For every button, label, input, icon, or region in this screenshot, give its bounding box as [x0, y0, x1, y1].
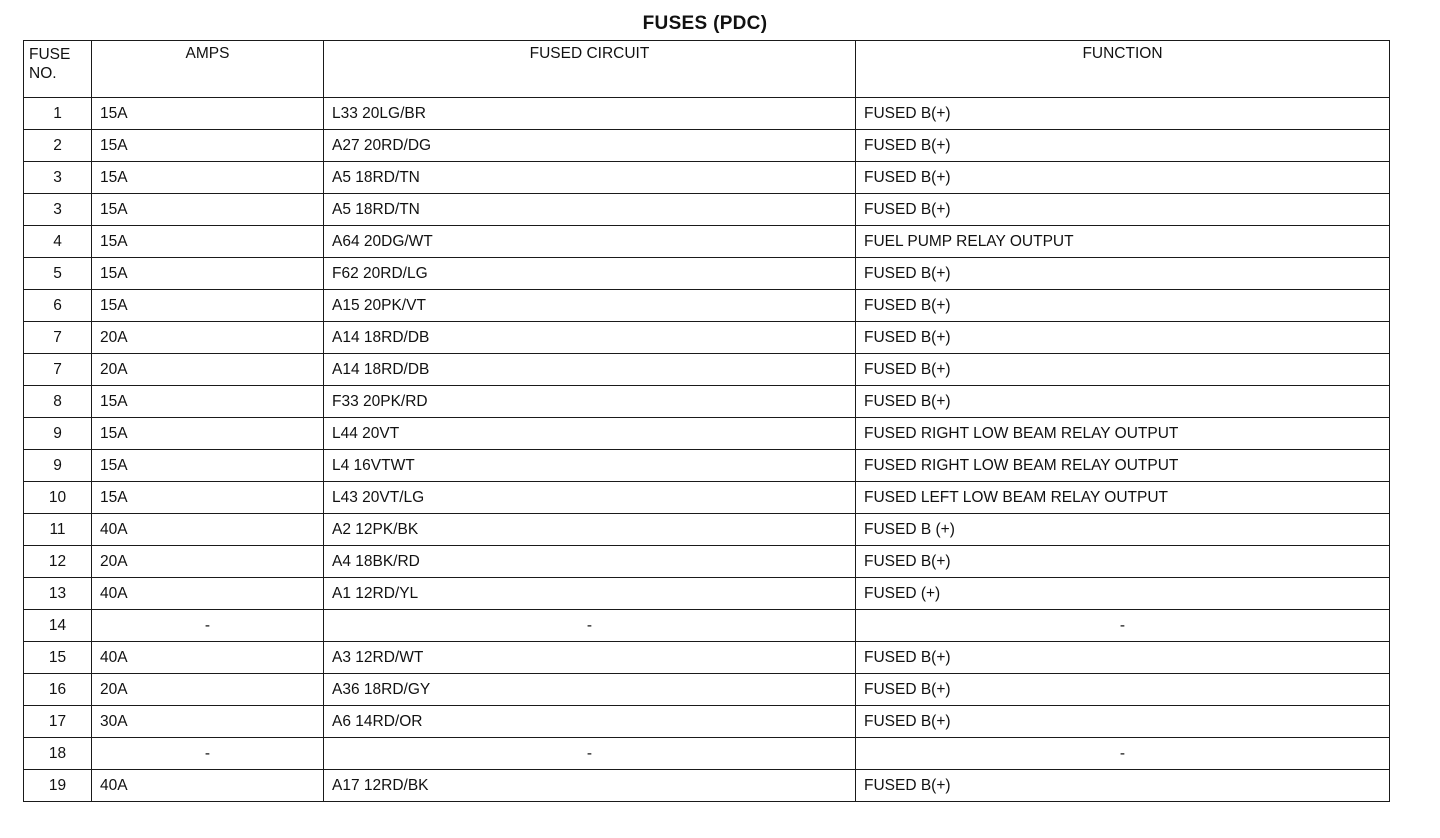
table-row: [24, 290, 1390, 322]
table-row: [24, 258, 1390, 290]
header-fuse-no: FUSE NO.: [24, 41, 92, 98]
fuse-no-cell: 9: [24, 418, 92, 450]
fused-circuit-cell: A36 18RD/GY: [324, 674, 856, 706]
amps-cell: 20A: [92, 674, 324, 706]
amps-cell: 15A: [92, 386, 324, 418]
amps-cell: 20A: [92, 322, 324, 354]
function-cell: FUSED B (+): [856, 514, 1390, 546]
amps-cell: 40A: [92, 578, 324, 610]
fuse-no-cell: 1: [24, 98, 92, 130]
fuse-no-cell: 15: [24, 642, 92, 674]
table-row: [24, 162, 1390, 194]
fused-circuit-cell: A6 14RD/OR: [324, 706, 856, 738]
amps-cell: 15A: [92, 194, 324, 226]
function-cell: FUSED B(+): [856, 98, 1390, 130]
amps-cell: 15A: [92, 162, 324, 194]
table-row: [24, 322, 1390, 354]
table-row: [24, 130, 1390, 162]
table-row: [24, 354, 1390, 386]
header-fused-circuit: FUSED CIRCUIT: [324, 41, 856, 98]
function-cell: FUSED LEFT LOW BEAM RELAY OUTPUT: [856, 482, 1390, 514]
fused-circuit-cell: A5 18RD/TN: [324, 162, 856, 194]
fused-circuit-cell: A2 12PK/BK: [324, 514, 856, 546]
amps-cell: 40A: [92, 514, 324, 546]
fuse-no-cell: 3: [24, 162, 92, 194]
function-cell: FUSED B(+): [856, 194, 1390, 226]
header-amps: AMPS: [92, 41, 324, 98]
table-row: [24, 674, 1390, 706]
fuse-no-cell: 10: [24, 482, 92, 514]
fused-circuit-cell: A27 20RD/DG: [324, 130, 856, 162]
fused-circuit-cell: L33 20LG/BR: [324, 98, 856, 130]
function-cell: FUSED B(+): [856, 642, 1390, 674]
fuse-no-cell: 8: [24, 386, 92, 418]
amps-cell: 20A: [92, 354, 324, 386]
fused-circuit-cell: -: [324, 738, 856, 770]
fuse-no-cell: 5: [24, 258, 92, 290]
amps-cell: 40A: [92, 642, 324, 674]
fused-circuit-cell: L4 16VTWT: [324, 450, 856, 482]
fuse-no-cell: 9: [24, 450, 92, 482]
function-cell: FUEL PUMP RELAY OUTPUT: [856, 226, 1390, 258]
function-cell: FUSED B(+): [856, 770, 1390, 802]
fused-circuit-cell: A15 20PK/VT: [324, 290, 856, 322]
fuse-no-cell: 18: [24, 738, 92, 770]
fuse-no-cell: 3: [24, 194, 92, 226]
fuse-no-cell: 19: [24, 770, 92, 802]
function-cell: FUSED B(+): [856, 354, 1390, 386]
table-title: FUSES (PDC): [642, 13, 768, 34]
function-cell: -: [856, 738, 1390, 770]
fuse-no-cell: 14: [24, 610, 92, 642]
table-row: [24, 194, 1390, 226]
table-row: [24, 450, 1390, 482]
function-cell: FUSED B(+): [856, 674, 1390, 706]
fuse-no-cell: 13: [24, 578, 92, 610]
fused-circuit-cell: F62 20RD/LG: [324, 258, 856, 290]
fuses-table: [23, 40, 1390, 802]
table-row: [24, 514, 1390, 546]
amps-cell: -: [92, 610, 324, 642]
fuse-no-cell: 6: [24, 290, 92, 322]
fused-circuit-cell: A14 18RD/DB: [324, 322, 856, 354]
function-cell: FUSED (+): [856, 578, 1390, 610]
header-function: FUNCTION: [856, 41, 1390, 98]
fused-circuit-cell: A64 20DG/WT: [324, 226, 856, 258]
amps-cell: 15A: [92, 290, 324, 322]
function-cell: FUSED RIGHT LOW BEAM RELAY OUTPUT: [856, 450, 1390, 482]
fuse-no-cell: 2: [24, 130, 92, 162]
table-row: [24, 578, 1390, 610]
fuse-no-cell: 7: [24, 354, 92, 386]
amps-cell: 40A: [92, 770, 324, 802]
table-row: [24, 770, 1390, 802]
fused-circuit-cell: A5 18RD/TN: [324, 194, 856, 226]
table-row: [24, 546, 1390, 578]
amps-cell: 30A: [92, 706, 324, 738]
table-row: [24, 610, 1390, 642]
fused-circuit-cell: A4 18BK/RD: [324, 546, 856, 578]
function-cell: FUSED B(+): [856, 162, 1390, 194]
fused-circuit-cell: L44 20VT: [324, 418, 856, 450]
fused-circuit-cell: F33 20PK/RD: [324, 386, 856, 418]
amps-cell: 15A: [92, 130, 324, 162]
amps-cell: 15A: [92, 482, 324, 514]
table-row: [24, 226, 1390, 258]
table-row: [24, 482, 1390, 514]
function-cell: FUSED B(+): [856, 290, 1390, 322]
amps-cell: 15A: [92, 450, 324, 482]
amps-cell: 20A: [92, 546, 324, 578]
amps-cell: 15A: [92, 98, 324, 130]
fuse-no-cell: 12: [24, 546, 92, 578]
amps-cell: 15A: [92, 226, 324, 258]
fuse-table-body: [24, 98, 1390, 802]
function-cell: FUSED B(+): [856, 386, 1390, 418]
function-cell: FUSED B(+): [856, 322, 1390, 354]
function-cell: FUSED B(+): [856, 706, 1390, 738]
function-cell: FUSED B(+): [856, 258, 1390, 290]
table-row: [24, 738, 1390, 770]
table-row: [24, 706, 1390, 738]
function-cell: FUSED RIGHT LOW BEAM RELAY OUTPUT: [856, 418, 1390, 450]
fused-circuit-cell: A14 18RD/DB: [324, 354, 856, 386]
fused-circuit-cell: L43 20VT/LG: [324, 482, 856, 514]
function-cell: FUSED B(+): [856, 546, 1390, 578]
function-cell: -: [856, 610, 1390, 642]
fused-circuit-cell: A3 12RD/WT: [324, 642, 856, 674]
table-row: [24, 386, 1390, 418]
fuse-no-cell: 11: [24, 514, 92, 546]
table-row: [24, 642, 1390, 674]
fused-circuit-cell: -: [324, 610, 856, 642]
fuse-no-cell: 4: [24, 226, 92, 258]
fuse-no-cell: 17: [24, 706, 92, 738]
table-row: [24, 98, 1390, 130]
fused-circuit-cell: A17 12RD/BK: [324, 770, 856, 802]
amps-cell: 15A: [92, 418, 324, 450]
fuse-no-cell: 7: [24, 322, 92, 354]
fused-circuit-cell: A1 12RD/YL: [324, 578, 856, 610]
header-row: [24, 41, 1390, 98]
function-cell: FUSED B(+): [856, 130, 1390, 162]
amps-cell: 15A: [92, 258, 324, 290]
fuse-no-cell: 16: [24, 674, 92, 706]
amps-cell: -: [92, 738, 324, 770]
table-row: [24, 418, 1390, 450]
